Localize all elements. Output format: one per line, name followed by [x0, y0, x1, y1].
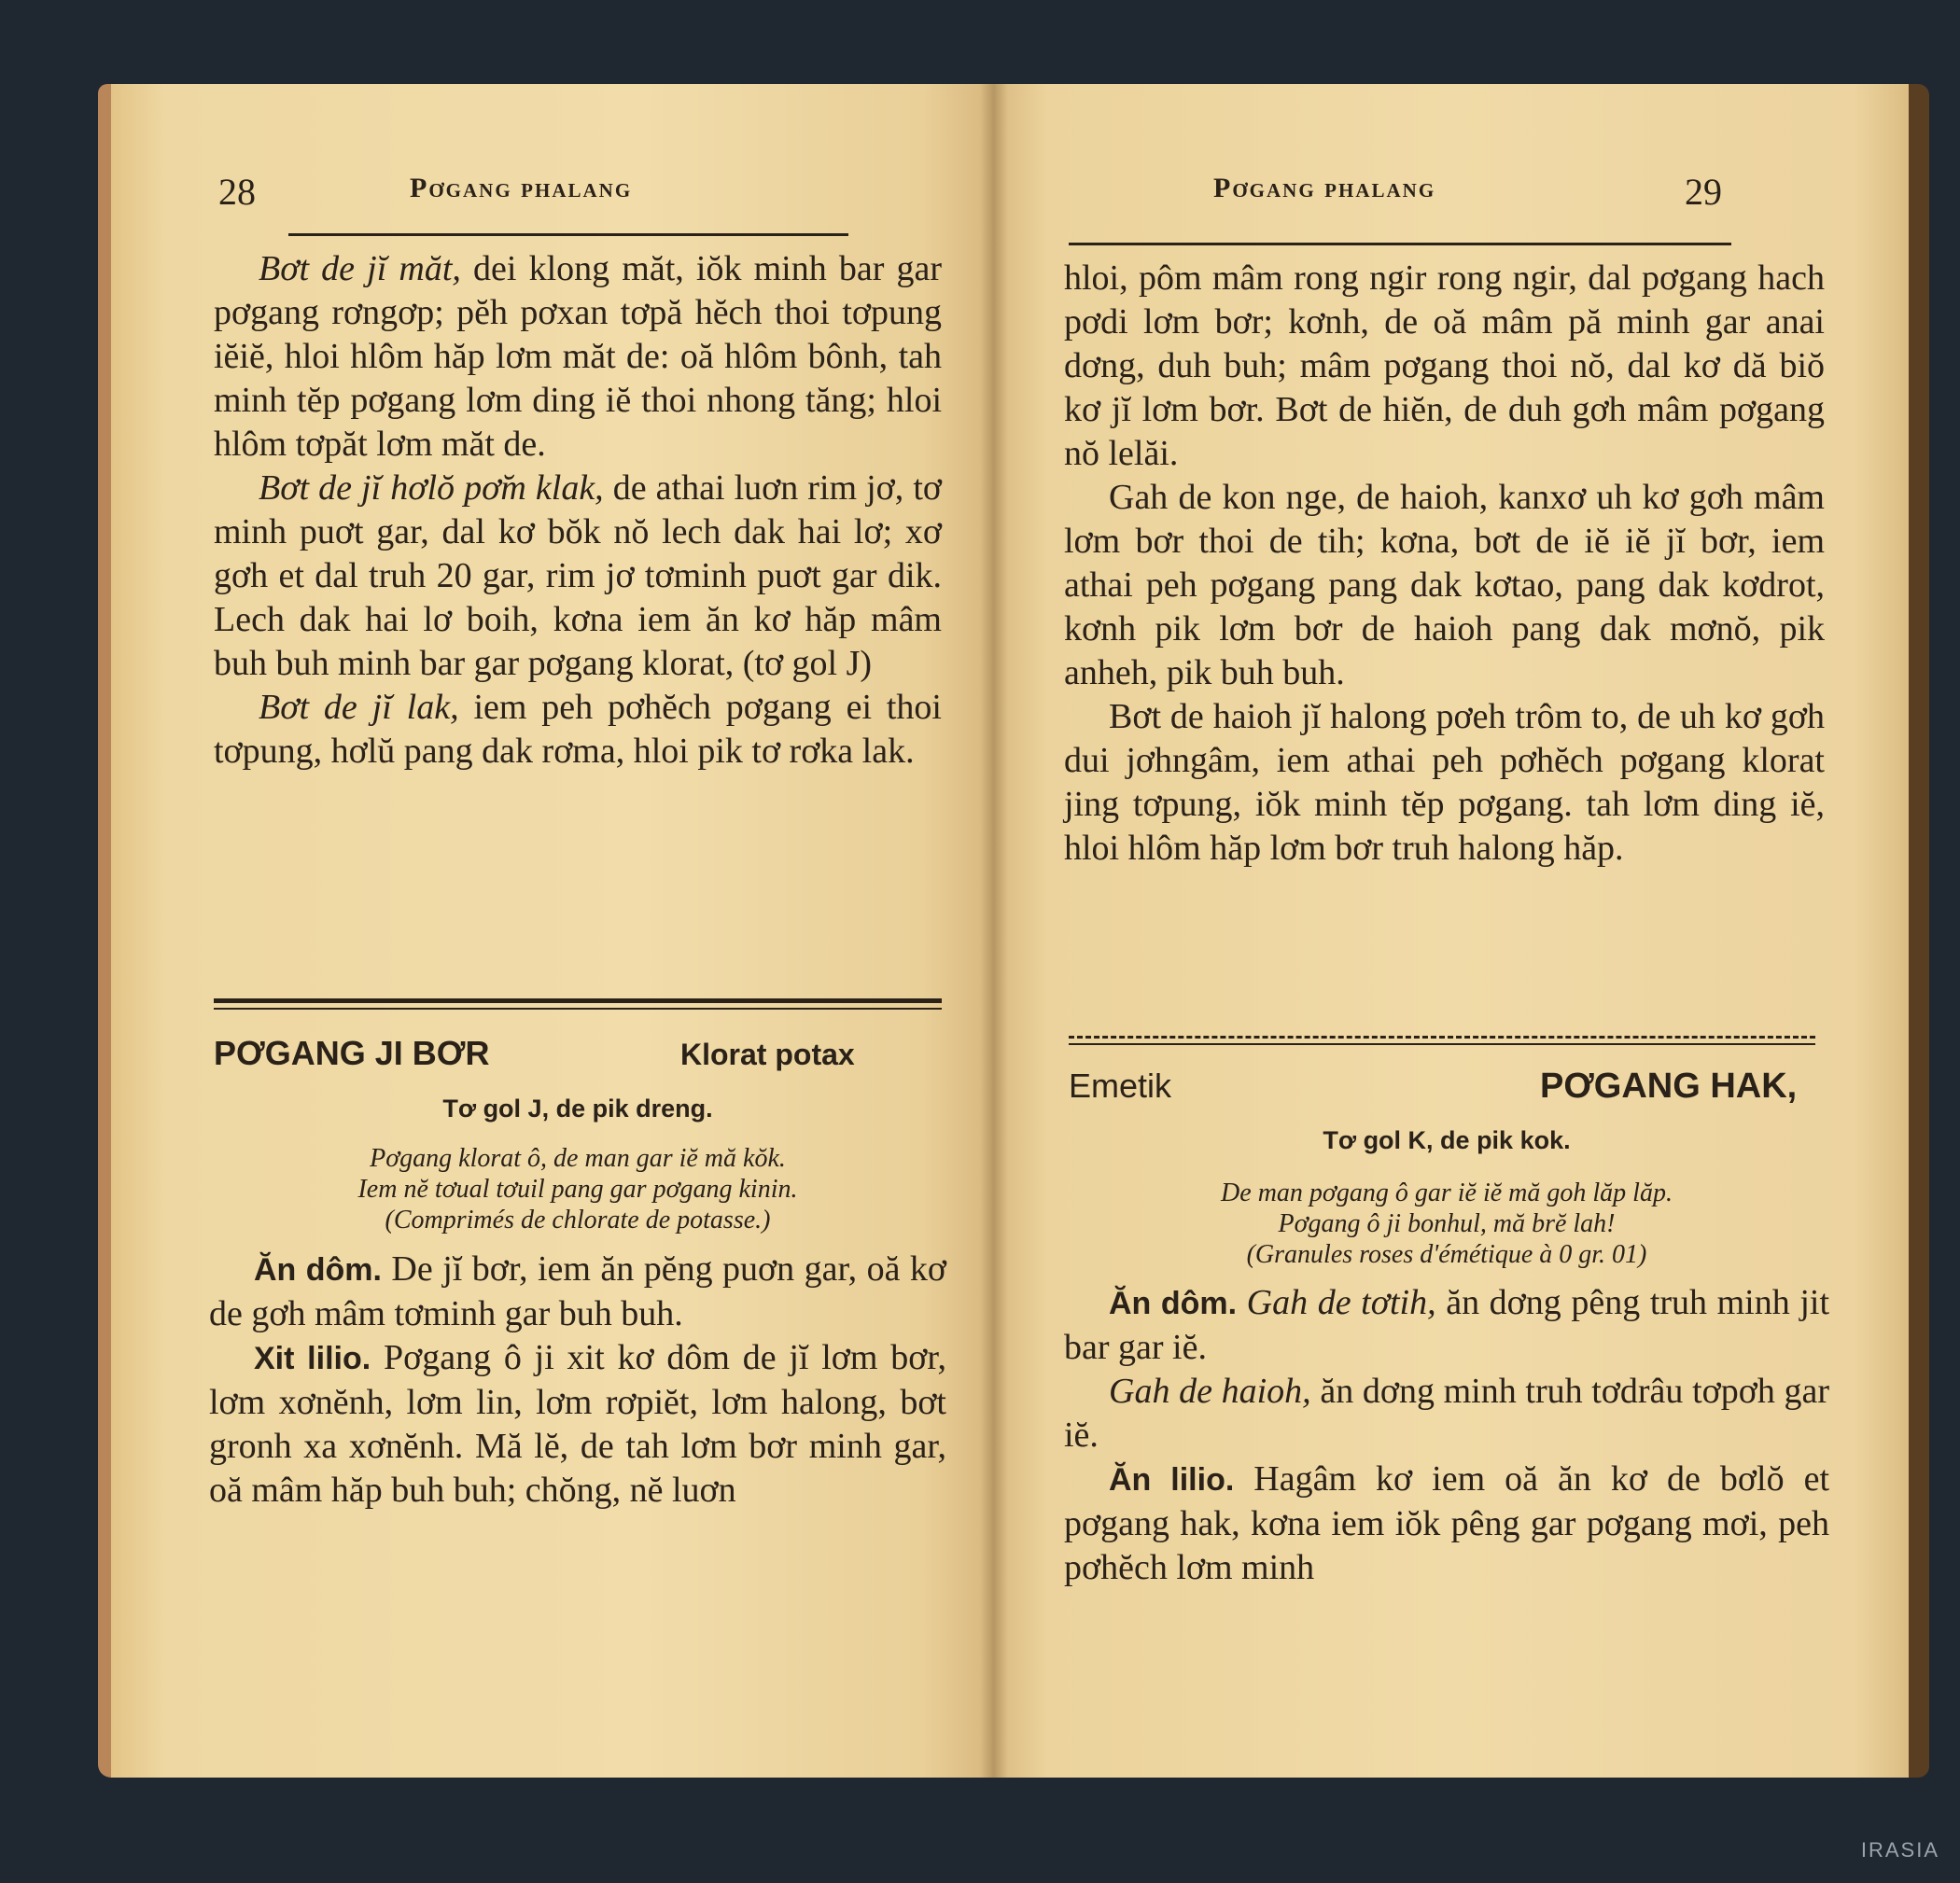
- note-line: Pơgang klorat ô, de man gar iĕ mă kŏk.: [370, 1144, 786, 1173]
- section-rule: [1069, 1036, 1815, 1039]
- section-double-rule: [214, 998, 942, 1003]
- note-line: Pơgang ô ji bonhul, mă brĕ lah!: [1278, 1209, 1616, 1238]
- paragraph: Xit lilio. Pơgang ô ji xit kơ dôm de jĭ lơm bơr, lơm xơnĕnh, lơm lin, lơm rơpiĕt, lơm halong, bơt gronh xa xơnĕnh. Mă lĕ, de tah lơm bơr minh gar, oă mâm hăp buh buh; chŏng, nĕ luơn: [209, 1338, 946, 1510]
- section-subtitle: Tơ gol J, de pik dreng.: [442, 1095, 713, 1123]
- paragraph: hloi, pôm mâm rong ngir rong ngir, dal pơgang hach pơdi lơm bơr; kơnh, de oă mâm pă minh gar anai dơng, duh buh; mâm pơgang thoi nŏ, dal kơ dă biŏ kơ jĭ lơm bơr. Bơt de hiĕn, de duh gơh mâm pơgang nŏ lelăi.: [1064, 258, 1825, 473]
- paragraph: Bơt de jĭ lak, iem peh pơhĕch pơgang ei thoi tơpung, hơlŭ pang dak rơma, hloi pik tơ rơka lak.: [214, 688, 942, 771]
- paragraph: Ăn lilio. Hagâm kơ iem oă ăn kơ de bơlŏ et pơgang hak, kơna iem iŏk pêng gar pơgang mơi, peh pơhĕch lơm minh: [1064, 1459, 1830, 1587]
- right-page: [994, 84, 1929, 1778]
- right-body-text: [1064, 257, 1825, 871]
- note-line: De man pơgang ô gar iĕ iĕ mă goh lăp lăp.: [1221, 1179, 1673, 1207]
- section-subtitle: Tơ gol K, de pik kok.: [1323, 1126, 1571, 1154]
- section-title-left: Emetik: [1069, 1067, 1172, 1105]
- header-rule: [1069, 243, 1731, 245]
- left-section-body: [209, 1248, 946, 1513]
- left-running-head: Pơgang phalang: [410, 173, 633, 203]
- section-note: [1069, 1178, 1825, 1270]
- paragraph: Bơt de jĭ măt, dei klong măt, iŏk minh bar gar pơgang rơngơp; pĕh pơxan tơpă hĕch thoi tơpung iĕiĕ, hloi hlôm hăp lơm măt de: oă hlôm bônh, tah minh tĕp pơgang lơm ding iĕ thoi nhong tăng; hloi hlôm tơpăt lơm măt de.: [214, 249, 942, 464]
- section-rule: [1069, 1043, 1815, 1045]
- paragraph: Bơt de haioh jĭ halong pơeh trôm to, de uh kơ gơh dui jơhngâm, iem athai peh pơhĕch pơgang klorat jing tơpung, iŏk minh tĕp pơgang. tah lơm ding iĕ, hloi hlôm hăp lơm bơr truh halong hăp.: [1064, 697, 1825, 868]
- left-page-number: 28: [218, 171, 256, 213]
- note-line: Iem nĕ tơual tơuil pang gar pơgang kinin.: [357, 1175, 798, 1204]
- right-section-body: [1064, 1281, 1829, 1590]
- left-body-text: [214, 247, 942, 774]
- right-running-head: Pơgang phalang: [1213, 173, 1436, 203]
- section-title: PƠGANG JI BƠR: [214, 1034, 490, 1072]
- book-spine: [980, 84, 1008, 1778]
- note-line: (Comprimés de chlorate de potasse.): [385, 1206, 771, 1234]
- right-page-number: 29: [1685, 171, 1722, 213]
- section-title: PƠGANG HAK,: [1540, 1067, 1798, 1106]
- paragraph: Ăn dôm. Gah de tơtih, ăn dơng pêng truh minh jit bar gar iĕ.: [1064, 1283, 1830, 1367]
- section-double-rule: [214, 1008, 942, 1010]
- watermark: IRASIA: [1860, 1838, 1939, 1862]
- paragraph: Bơt de jĭ hơlŏ pơ̆m klak, de athai luơn rim jơ, tơ minh puơt gar, dal kơ bŏk nŏ lech dak hai lơ; xơ gơh et dal truh 20 gar, rim jơ tơminh puơt gar dik. Lech dak hai lơ boih, kơna iem ăn kơ hăp mâm buh buh minh bar gar pơgang klorat, (tơ gol J): [214, 468, 942, 683]
- paragraph: Ăn dôm. De jĭ bơr, iem ăn pĕng puơn gar, oă kơ de gơh mâm tơminh gar buh buh.: [209, 1249, 947, 1333]
- header-rule: [288, 233, 848, 236]
- open-book: [98, 84, 1929, 1778]
- section-note: [214, 1143, 942, 1235]
- paragraph: Gah de haioh, ăn dơng minh truh tơdrâu tơpơh gar iĕ.: [1064, 1372, 1829, 1455]
- left-page: [98, 84, 994, 1778]
- section-title-right: Klorat potax: [680, 1038, 855, 1071]
- note-line: (Granules roses d'émétique à 0 gr. 01): [1246, 1240, 1647, 1269]
- paragraph: Gah de kon nge, de haioh, kanxơ uh kơ gơh mâm lơm bơr thoi de tih; kơna, bơt de iĕ iĕ jĭ bơr, iem athai peh pơgang pang dak kơtao, pang dak kơdrot, kơnh pik lơm bơr de haioh pang dak mơnŏ, pik anheh, pik buh buh.: [1064, 478, 1825, 692]
